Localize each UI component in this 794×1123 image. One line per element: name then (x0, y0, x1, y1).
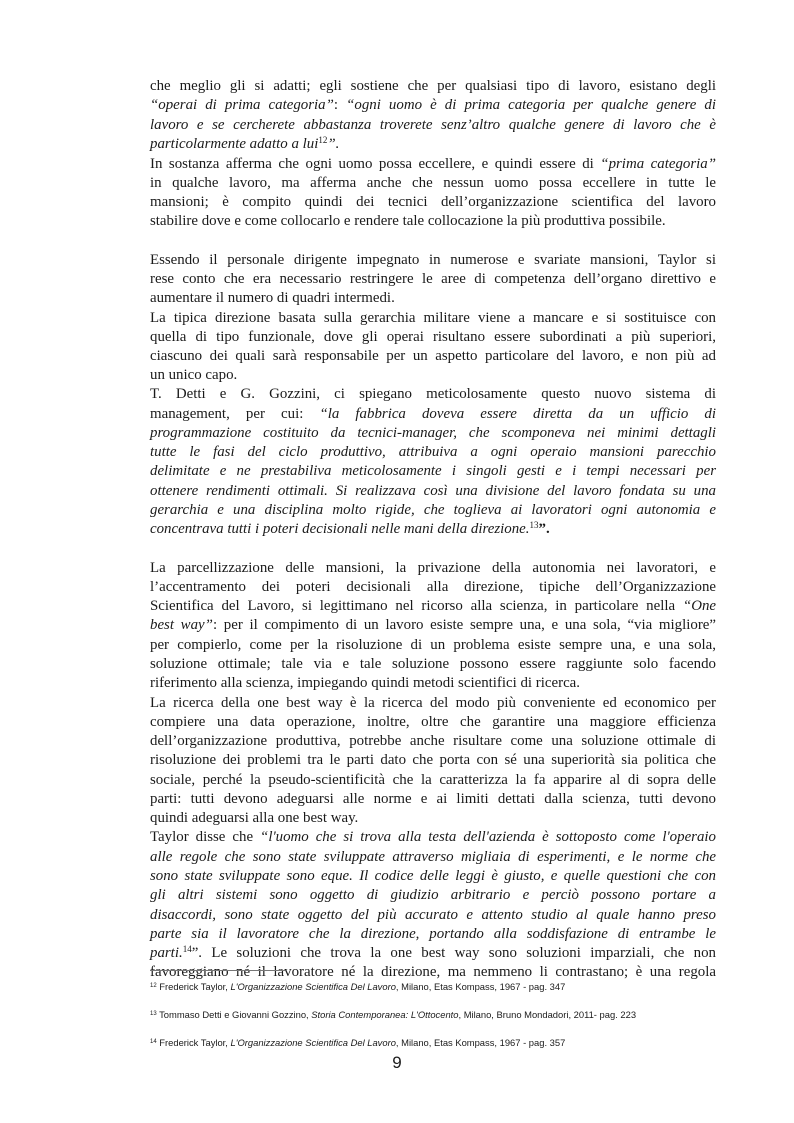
body-line (150, 424, 716, 443)
footnote-title: Storia Contemporanea: L'Ottocento (311, 1009, 459, 1020)
body-line (150, 212, 716, 231)
body-line (150, 578, 716, 597)
quote-text: concentrava tutti i poteri decisionali nelle mani della direzione (150, 521, 526, 537)
text-run: compiere una data operazione, inoltre, oltre che garantire una maggiore efficienza (150, 714, 716, 730)
body-line (150, 443, 716, 462)
footnote-title: L'Organizzazione Scientifica Del Lavoro (230, 1037, 396, 1048)
text-run: l’accentramento dei poteri decisionali alla direzione, tipiche dell’Organizzazione (150, 579, 716, 595)
body-line (150, 886, 716, 905)
body-line (150, 270, 716, 289)
text-run: riferimento alla scienza, impiegando quindi metodi scientifici di ricerca. (150, 675, 581, 691)
quote-text: ottenere rendimenti ottimali (150, 483, 325, 499)
body-line (150, 771, 716, 790)
body-line (150, 809, 716, 828)
footnote-ref[interactable]: 13 (529, 520, 539, 530)
text-run: quindi adeguarsi alla one best way. (150, 810, 359, 826)
text-run: La parcellizzazione delle mansioni, la privazione della autonomia nei lavoratori, e (150, 560, 716, 576)
body-line (150, 867, 716, 886)
body-line (150, 597, 716, 616)
footnote (150, 1036, 750, 1049)
footnote-separator (150, 970, 285, 971)
body-line (150, 790, 716, 809)
body-line (150, 732, 716, 751)
body-line (150, 482, 716, 501)
body-line (150, 328, 716, 347)
body-line (150, 559, 716, 578)
body-line (150, 174, 716, 193)
footnote-author: Frederick Taylor, (156, 1037, 231, 1048)
body-line (150, 405, 716, 424)
text-run: aumentare il numero di quadri intermedi. (150, 290, 395, 306)
text-run: in qualche lavoro, ma afferma anche che nessun uomo possa eccellere in tutte le (150, 175, 716, 191)
body-line (150, 694, 716, 713)
page-number: 9 (392, 1053, 402, 1072)
footnote (150, 980, 750, 993)
text-run: un unico capo. (150, 367, 238, 383)
footnote-publisher: , Milano, Etas Kompass, 1967 - pag. 347 (395, 981, 566, 992)
footnote-ref[interactable]: 12 (318, 135, 328, 145)
body-line (150, 289, 716, 308)
quote-text: parti. (150, 945, 183, 961)
text-run: Taylor disse che (150, 829, 261, 845)
quote-text: disaccordi, sono state oggetto del più accurato e attento studio al quale hanno preso (150, 907, 716, 923)
footnote-number: 13 (150, 1011, 157, 1017)
quote-text: “One (682, 598, 716, 614)
text-run: management, per cui: (150, 406, 320, 422)
quote-text: “la fabbrica doveva essere diretta da un ufficio di (319, 406, 716, 422)
body-line (150, 636, 716, 655)
quote-text: gli altri sistemi sono oggetto di giudizio arbitrario e perciò possono portare a (150, 887, 716, 903)
text-run: soluzione ottimale; tale via e tale soluzione possono essere raggiunte solo facendo (150, 656, 716, 672)
quote-text: lavoro e se cercherete abbastanza troverete senz’altro qualche genere di lavoro che è (150, 117, 716, 133)
body-line (150, 347, 716, 366)
text-run: sociale, perché la pseudo-scientificità che la caratterizza la fa apparire al di sopra delle (150, 772, 716, 788)
quote-text: . Si realizzava così una divisione del lavoro fondata su una (324, 483, 716, 499)
footnote-author: Tommaso Detti e Giovanni Gozzino, (156, 1009, 312, 1020)
body-line (150, 828, 716, 847)
text-run: Scientifica del Lavoro, si legittimano nel ricorso alla scienza, in particolare nella (150, 598, 683, 614)
text-run: rese conto che era necessario restringere le aree di competenza dell’organo direttivo e (150, 271, 716, 287)
quote-text: ”. (327, 136, 340, 152)
text-run: che meglio gli si adatti; egli sostiene che per qualsiasi tipo di lavoro, esistano degli (150, 78, 716, 94)
body-line (150, 116, 716, 135)
body-line (150, 501, 716, 520)
quote-text: “ogni uomo è di prima categoria per qualche genere di (346, 97, 716, 113)
footnote-publisher: , Milano, Bruno Mondadori, 2011- pag. 223 (458, 1009, 637, 1020)
text-run: In sostanza afferma che ogni uomo possa eccellere, e quindi essere di (150, 156, 601, 172)
body-line (150, 906, 716, 925)
body-line (150, 77, 716, 96)
body-line (150, 309, 716, 328)
footnote-ref[interactable]: 14 (182, 944, 192, 954)
text-run: : per il compimento di un lavoro esiste sempre una, e una sola, “via migliore” (212, 617, 716, 633)
footnote-author: Frederick Taylor, (156, 981, 231, 992)
quote-text: . (525, 521, 530, 537)
quote-text: “operai di prima categoria” (150, 97, 334, 113)
text-run: La ricerca della one best way è la ricerca del modo più conveniente ed economico per (150, 695, 716, 711)
quote-text: ”. (538, 521, 550, 537)
text-run: : (333, 97, 347, 113)
text-run: T. Detti e G. Gozzini, ci spiegano meticolosamente questo nuovo sistema di (150, 386, 716, 402)
body-line (150, 944, 716, 963)
quote-text: “l'uomo che si trova alla testa dell'azienda è sottoposto come l'operaio (260, 829, 716, 845)
text-run: mansioni; è compito quindi dei tecnici dell’organizzazione scientifica del lavoro (150, 194, 716, 210)
body-line (150, 251, 716, 270)
text-run: favoreggiano né il lavoratore né la direzione, ma nemmeno li contrastano; è una regola (150, 964, 716, 980)
text-run: ”. Le soluzioni che trova la one best way sono soluzioni imparziali, che non (191, 945, 716, 961)
footnote-publisher: , Milano, Etas Kompass, 1967 - pag. 357 (395, 1037, 566, 1048)
body-line (150, 674, 716, 693)
text-run: parti: tutti devono adeguarsi alle norme e ai limiti dettati dalla scienza, tutti devono (150, 791, 716, 807)
body-line (150, 713, 716, 732)
body-line (150, 155, 716, 174)
text-run: risoluzione dei problemi tra le parti dato che porta con sé una superiorità sia politica che (150, 752, 716, 768)
quote-text: delimitate e ne prestabiliva meticolosamente i singoli gesti e i tempi necessari per (150, 463, 716, 479)
text-run: per compierlo, come per la risoluzione di un problema esiste sempre una, e una sola, (150, 637, 716, 653)
body-line (150, 462, 716, 481)
body-line (150, 520, 716, 539)
body-line (150, 616, 716, 635)
quote-text: sono state sviluppate sono eque. Il codice delle leggi è giusto, e quelle questioni che con (150, 868, 716, 884)
body-line (150, 135, 716, 154)
quote-text: “prima categoria” (600, 156, 716, 172)
quote-text: parte sia il lavoratore che la direzione, portando alla soddisfazione di entrambe le (150, 926, 716, 942)
text-run: dell’organizzazione produttiva, potrebbe anche risultare come una soluzione ottimale di (150, 733, 716, 749)
footnote-title: L'Organizzazione Scientifica Del Lavoro (230, 981, 396, 992)
footnote (150, 1008, 750, 1021)
footnote-number: 12 (150, 983, 157, 989)
text-run: ciascuno dei quali sarà responsabile per un aspetto particolare del lavoro, e non più ad (150, 348, 716, 364)
body-line (150, 848, 716, 867)
text-run: La tipica direzione basata sulla gerarchia militare viene a mancare e si sostituisce con (150, 310, 716, 326)
text-run: stabilire dove e come collocarlo e rendere tale collocazione la più produttiva possibile. (150, 213, 666, 229)
body-line (150, 385, 716, 404)
quote-text: particolarmente adatto a lui (150, 136, 319, 152)
body-line (150, 366, 716, 385)
text-run: quella di tipo funzionale, dove gli operai risultano essere subordinati a più superiori, (150, 329, 716, 345)
quote-text: gerarchia e una disciplina molto rigide, che toglieva ai lavoratori ogni autonomia e (150, 502, 716, 518)
text-run: Essendo il personale dirigente impegnato in numerose e svariate mansioni, Taylor si (150, 252, 716, 268)
quote-text: alle regole che sono state sviluppate attraverso migliaia di esperimenti, e le norme che (150, 849, 716, 865)
body-line (150, 751, 716, 770)
footnote-number: 14 (150, 1039, 157, 1045)
quote-text: programmazione costituito da tecnici-manager, che scomponeva nei minimi dettagli (150, 425, 716, 441)
quote-text: tutte le fasi del ciclo produttivo, attribuiva a ogni operaio mansioni parecchio (150, 444, 716, 460)
body-line (150, 96, 716, 115)
body-line (150, 655, 716, 674)
body-line (150, 193, 716, 212)
quote-text: best way” (150, 617, 213, 633)
body-line (150, 925, 716, 944)
